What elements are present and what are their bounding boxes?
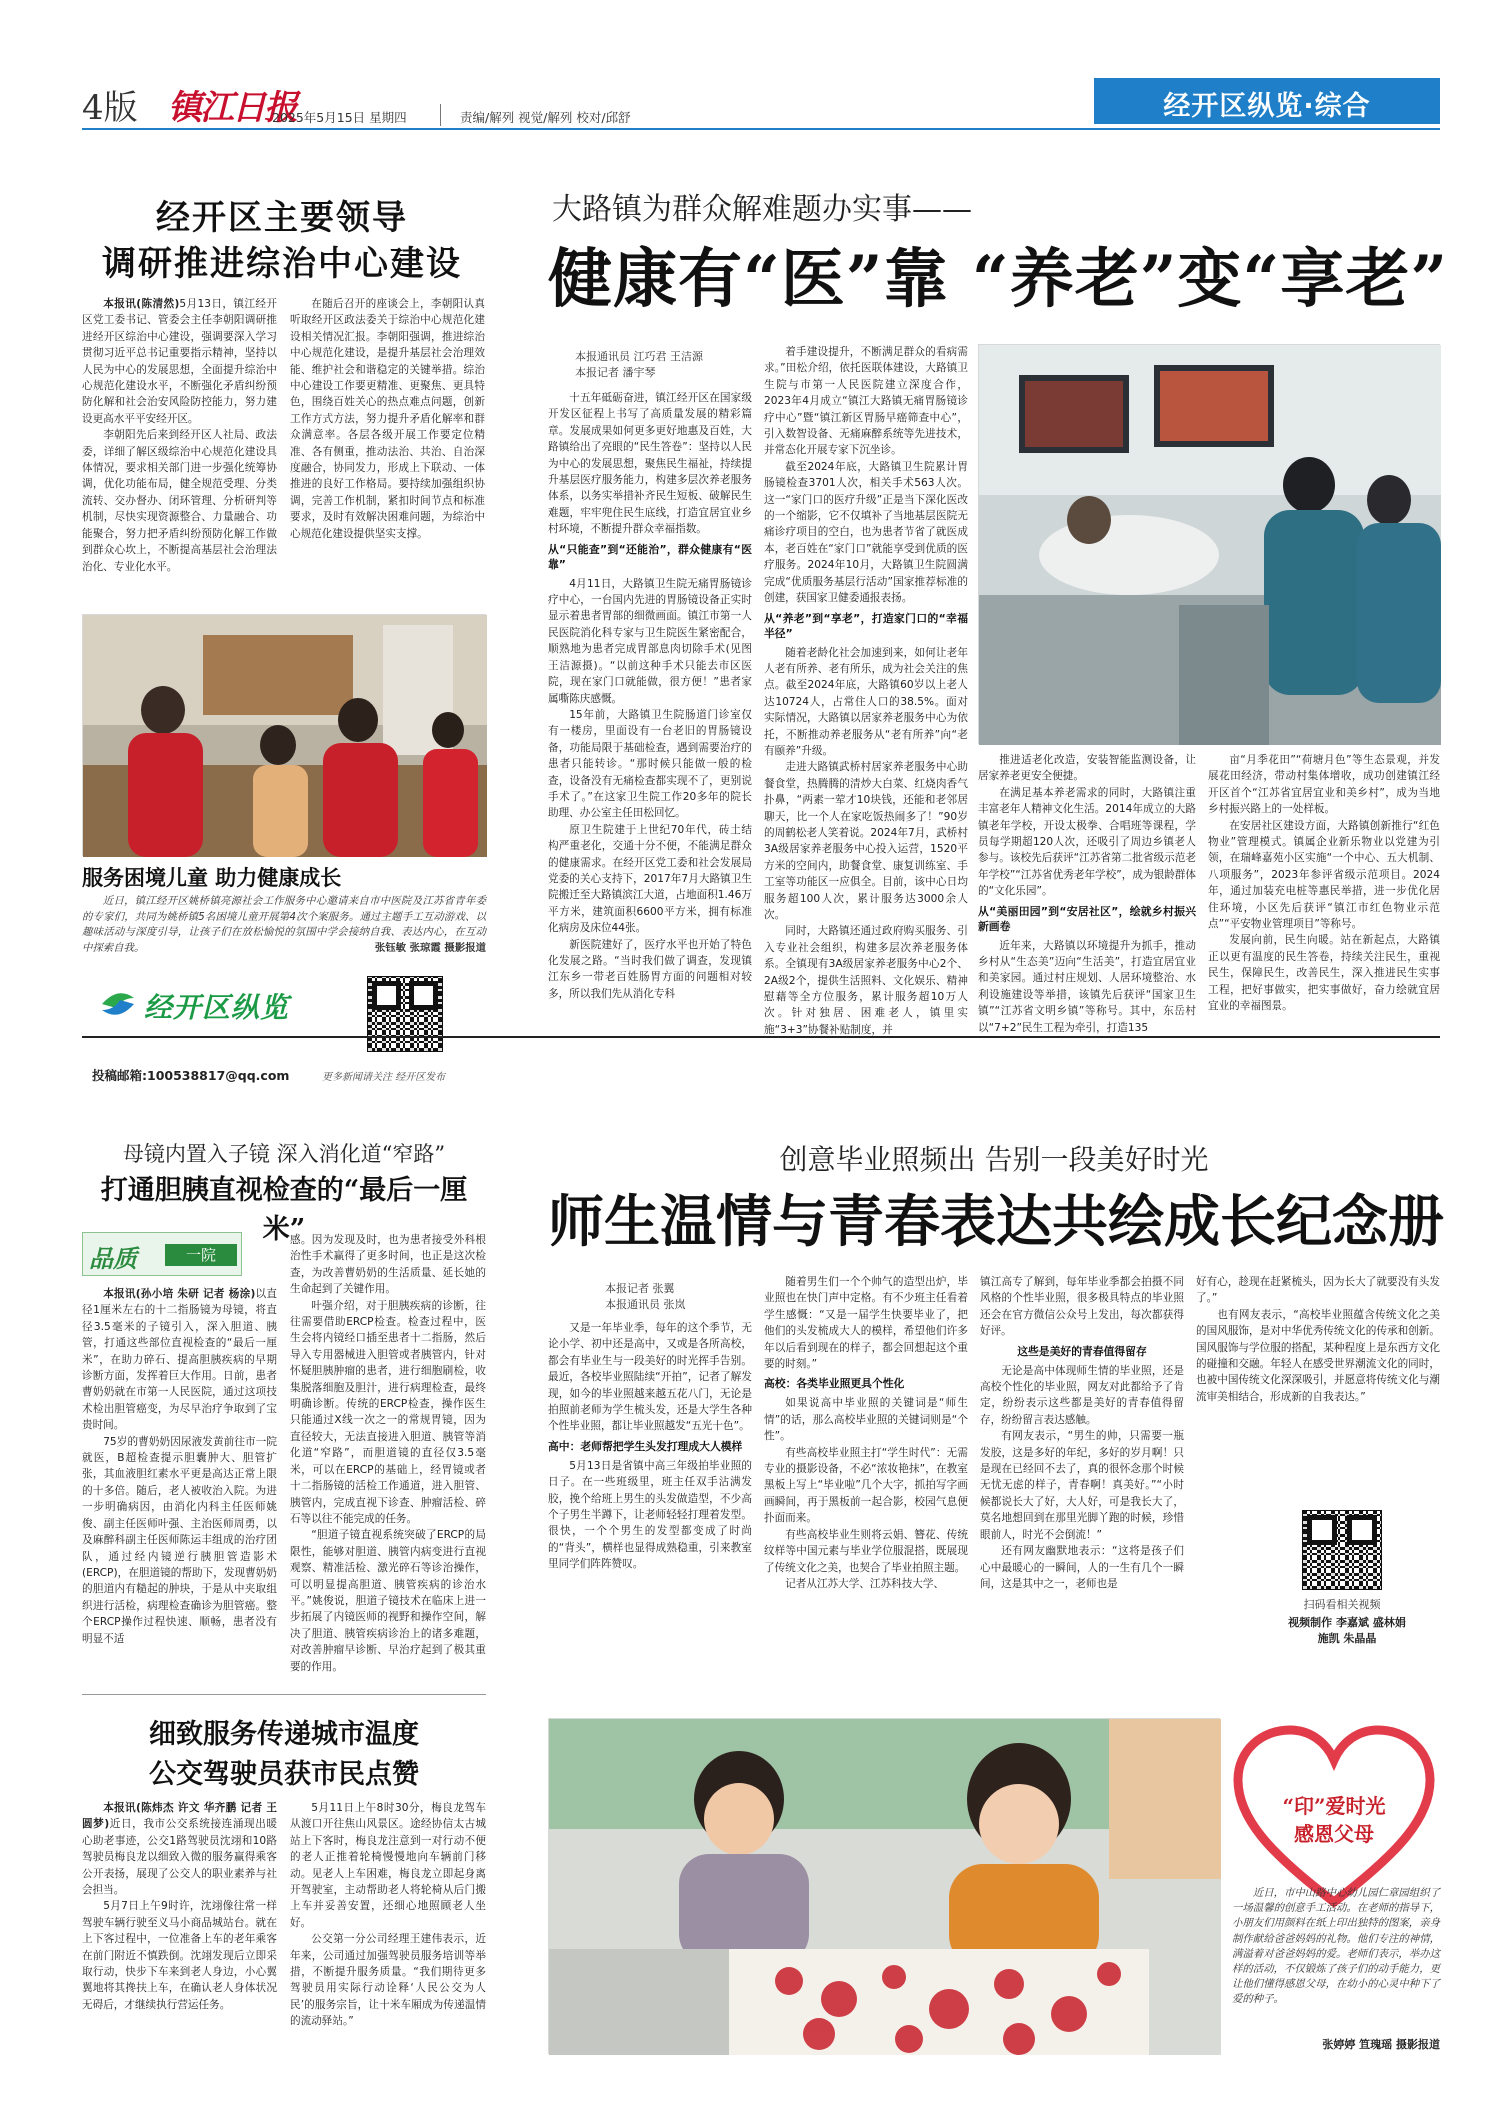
a3-kicker: 大路镇为群众解难题办实事—— xyxy=(552,192,972,227)
a3-paragraph-2: 4月11日，大路镇卫生院无痛胃肠镜诊疗中心，一台国内先进的胃肠镜设备正实时显示着患者胃部的细微画面。镇江市第一人民医院消化科专家与卫生院医生紧密配合，顺熟地为患者完成胃部息肉切除手术(见图 王洁源摄)。“以前这种手术只能去市区医院，现在家门口就能做，很方便！”患者家属嘶陈庆感慨。 xyxy=(548,577,752,705)
children-service-illustration xyxy=(83,615,487,857)
a4-paragraph-1: 以直径1厘米左右的十二指肠镜为母镜，将直径3.5毫米的子镜引入，深入胆道、胰管，打通这些部位直视检查的“最后一厘米”，在助力碎石、提高胆胰疾病的早期诊断方面，发挥着巨大作用。日前，患者曹奶奶就在市第一人民医院，通过这项技术检出胆管癌变，为尽早治疗争取到了宝贵时间。 xyxy=(82,1288,278,1432)
video-qr-label: 扫码看相关视频 xyxy=(1303,1598,1381,1611)
a1-lead: 本报讯(陈清然) xyxy=(103,298,180,310)
a3-column-3 xyxy=(978,752,1196,1034)
video-credit-2: 施凯 朱晶晶 xyxy=(1317,1632,1377,1645)
a3-subhead-2: 从“养老”到“享老”，打造家门口的“幸福半径” xyxy=(764,611,968,640)
a3-paragraph-15: 在安居社区建设方面，大路镇创新推行“红色物业”管理模式。镇属企业新乐物业以党建为引领，在瑞峰嘉苑小区实施“一个中心、五大机制、八项服务”，2023年参评省级示范项目。2024年，通过加装充电桩等惠民举措，进一步优化居住环境，小区先后获评“镇江市红色物业示范点”“平安物业管理项目”等称号。 xyxy=(1208,819,1440,931)
a3-paragraph-6: 着手建设提升，不断满足群众的看病需求。”田松介绍，依托医联体建设，大路镇卫生院与市第一人民医院建立深度合作，2023年4月成立“镇江大路镇无痛胃肠镜诊疗中心”暨“镇江新区胃肠早癌筛查中心”，引入数智设备、无痛麻醉系统等先进技术，并常态化开展专家下沉坐诊。 xyxy=(764,346,968,457)
a3-subhead-1: 从“只能查”到“还能治”，群众健康有“医靠” xyxy=(548,542,752,571)
a3-paragraph-11: 推进适老化改造，安装智能监测设备，让居家养老更安全便捷。 xyxy=(978,754,1196,783)
a3-subhead-3: 从“美丽田园”到“安居社区”，绘就乡村振兴新画卷 xyxy=(978,904,1196,933)
a6-paragraph-6: 有些高校毕业生则将云娟、簪花、传统纹样等中国元素与毕业学位服混搭，既展现了传统文化之美，也契合了毕业拍照主题。 xyxy=(764,1528,968,1574)
a7-credit: 张婷婷 笪瑰瑶 摄影报道 xyxy=(1322,2038,1440,2051)
a5-paragraph-1: 近日，我市公交系统接连涌现出暖心助老事迹，公交1路驾驶员沈翊和10路驾驶员梅良龙以细致入微的服务赢得乘客公开表扬，展现了公交人的职业素养与社会担当。 xyxy=(82,1818,278,1897)
a5-paragraph-4: 公交第一分公司经理王建伟表示，近年来，公司通过加强驾驶员服务培训等举措，不断提升服务质量。“我们期待更多驾驶员用实际行动诠释‘人民公交为人民’的服务宗旨，让十米车厢成为传递温情的流动驿站。” xyxy=(290,1933,486,2028)
a5-paragraph-3: 5月11日上午8时30分，梅良龙驾车从渡口开往焦山风景区。途经协信太古城站上下客时，梅良龙注意到一对行动不便的老人正推着轮椅慢慢地向车辆前门移动。见老人上车困难，梅良龙立即起身离开驾驶室，主动帮助老人将轮椅从后门搬上车并妥善安置，还细心地照顾老人坐好。 xyxy=(290,1802,486,1929)
a1-paragraph-2: 李朝阳先后来到经开区人社局、政法委，详细了解区级综治中心规范化建设具体情况，要求相关部门进一步强化统筹协调，优化功能布局，健全规范受理、分类流转、交办督办、闭环管理、分析研判等机制，尽快实现资源整合、力量融合、功能聚合，努力把矛盾纠纷预防化解工作做到群众心坎上，不断提高基层社会治理法治化、专业化水平。 xyxy=(82,429,277,573)
a3-paragraph-14: 亩“月季花田”“荷塘月色”等生态景观，并发展花田经济，带动村集体增收，成功创建镇江经开区首个“江苏省宜居宜业和美乡村”，成为当地乡村振兴路上的一处样板。 xyxy=(1208,754,1440,816)
endoscopy-photo xyxy=(978,344,1440,744)
brand-logo-icon xyxy=(98,984,138,1024)
heart-title-2: 感恩父母 xyxy=(1294,1822,1374,1846)
a1-paragraph-1: 5月13日，镇江经开区党工委书记、管委会主任李朝阳调研推进经开区综治中心建设，强调要深入学习贯彻习近平总书记重要指示精神，坚持以人民为中心的发展思想，全面提升综治中心规范化建设水平，不断强化矛盾纠纷预防化解和社会治安风险防控能力，努力建设更高水平平安经开区。 xyxy=(82,298,277,425)
a3-title: 健康有“医”靠 “养老”变“享老” xyxy=(548,242,1449,317)
a1-title-line2: 调研推进综治中心建设 xyxy=(102,244,462,284)
a6-byline-1: 本报记者 张翼 xyxy=(605,1282,675,1295)
a3-paragraph-5: 新医院建好了，医疗水平也开始了特色化发展之路。“当时我们做了调查，发现镇江东乡一带老百姓肠胃方面的问题相对较多，所以我们先从消化专科 xyxy=(548,938,752,1000)
a2-title: 服务困境儿童 助力健康成长 xyxy=(82,865,342,890)
a4-paragraph-5: “胆道子镜直视系统突破了ERCP的局限性，能够对胆道、胰管内病变进行直视观察、精准活检、激光碎石等诊治操作，可以明显提高胆道、胰管疾病的诊治水平。”姚俊说，胆道子镜技术在临床上进一步拓展了内镜医师的视野和操作空间，解决了胆道、胰管疾病诊治上的诸多难题，对改善肿瘤早诊断、早治疗起到了极其重要的作用。 xyxy=(290,1529,486,1673)
a1-column-1 xyxy=(82,296,277,616)
a3-paragraph-9: 走进大路镇武桥村居家养老服务中心助餐食堂，热腾腾的清炒大白菜、红烧肉香气扑鼻，“两素一荤才10块钱，还能和老邻居聊天，比一个人在家吃饭热闹多了！”90岁的周鹤松老人笑着说。2024年7月，武桥村3A级居家养老服务中心投入运营，1520平方米的空间内，助餐食堂、康复训练室、手工室等功能区一应俱全。目前，该中心日均服务超100人次，累计服务达3000余人次。 xyxy=(764,761,968,921)
a3-paragraph-16: 发展向前，民生向暖。站在新起点，大路镇正以更有温度的民生答卷，持续关注民生，重视民生，保障民生，改善民生，深入推进民生实事工程，把好事做实，把实事做好，奋力绘就宜居宜业的幸福图景。 xyxy=(1208,934,1440,1013)
a3-paragraph-10: 同时，大路镇还通过政府购买服务、引入专业社会组织，构建多层次养老服务体系。全镇现有3A级居家养老服务中心2个、2A级2个，提供生活照料、文化娱乐、精神慰藉等全方位服务，累计服务超10万人次。针对独居、困难老人，镇里实施“3+3”协餐补贴制度，并 xyxy=(764,925,968,1036)
header-rule xyxy=(82,128,1440,130)
hospital-badge-text: 一院 xyxy=(165,1244,237,1266)
video-credit: 视频制作 李嘉斌 盛林娟 xyxy=(1288,1616,1406,1629)
promo-email[interactable]: 投稿邮箱:100538817@qq.com xyxy=(92,1068,290,1083)
section-title: 经开区纵览·综合 xyxy=(1163,91,1371,122)
a4-title-line2: 打通胆胰直视检查的“最后一厘米” xyxy=(100,1175,468,1245)
a5-lead: 本报讯(陈炜杰 许文 华齐鹏 记者 王圆梦) xyxy=(82,1802,277,1831)
a4-paragraph-4: 叶强介绍，对于胆胰疾病的诊断，往往需要借助ERCP检查。检查过程中，医生会将内镜经口插至患者十二指肠，然后导入专用器械进入胆管或者胰管内，针对怀疑胆胰肿瘤的患者，进行细胞刷检，收集脱落细胞及胆汁，进行病理检查，最终明确诊断。传统的ERCP检查，操作医生只能通过X线一次之一的常规胃镜，因为直径较大，无法直接进入胆道、胰管等消化道“窄路”，而胆道镜的直径仅3.5毫米，可以在ERCP的基础上，经胃镜或者十二指肠镜的活检工作通道，进入胆管、胰管内，完成直视下诊查、肿瘤活检、碎石等以往不能完成的任务。 xyxy=(290,1299,486,1525)
a4-column-1 xyxy=(82,1286,277,1682)
a6-paragraph-7: 记者从江苏大学、江苏科技大学、 xyxy=(785,1577,945,1590)
promo-qr-code[interactable] xyxy=(367,976,443,1052)
kindergarten-photo xyxy=(548,1718,1220,2054)
a3-paragraph-8: 随着老龄化社会加速到来，如何让老年人老有所养、老有所乐，成为社会关注的焦点。截至2024年底，大路镇60岁以上老人达10724人，占常住人口的38.5%。面对实际情况，大路镇以居家养老服务中心为依托，不断推动养老服务从“老有所养”向“老有颐养”升级。 xyxy=(764,646,968,757)
a3-paragraph-7: 截至2024年底，大路镇卫生院累计胃肠镜检查3701人次，相关手术563人次。这一“家门口的医疗升级”正是当下深化医改的一个缩影，它不仅填补了当地基层医院无痛诊疗项目的空白，也为患者节省了就医成本，老百姓在“家门口”就能享受到优质的医疗服务。2024年10月，大路镇卫生院圆满完成“优质服务基层行活动”国家推荐标准的创建，获国家卫健委通报表扬。 xyxy=(764,460,968,605)
a6-subhead-1: 高中：老师帮把学生头发打理成大人模样 xyxy=(548,1439,743,1453)
a6-paragraph-3: 随着男生们一个个帅气的造型出炉，毕业照也在快门声中定格。有不少班主任看着学生感慨：“又是一届学生快要毕业了，把他们的头发梳成大人的模样，希望他们许多年以后看到现在的样子，都会回想起这个重要的时刻。” xyxy=(764,1276,968,1371)
a5-column-2 xyxy=(290,1800,486,2040)
issue-date: 2025年5月15日 星期四 xyxy=(272,110,407,125)
a4-title-line1: 母镜内置入子镜 深入消化道“窄路” xyxy=(122,1142,446,1166)
a1-title-line1: 经开区主要领导 xyxy=(156,198,408,238)
a4-paragraph-2: 75岁的曹奶奶因尿液发黄前往市一院就医，B超检查提示胆囊肿大、胆管扩张，其血液胆红素水平更是高达正常上限的十多倍。随后，老人被收治入院。为进一步明确病因，由消化内科主任医师姚俊、副主任医师叶强、主治医师周勇，以及麻醉科副主任医师陈运丰组成的治疗团队，通过经内镜逆行胰胆管造影术(ERCP)，在胆道镜的帮助下，发现曹奶奶的胆道内有糙起的肿块，于是从中夹取组织进行活检，病理检查确诊为胆管癌。整个ERCP操作过程快速、顺畅，患者没有明显不适 xyxy=(82,1435,277,1645)
section-banner xyxy=(1094,78,1440,124)
a3-column-1 xyxy=(548,390,752,1018)
a4-paragraph-3: 感。因为发现及时，也为患者接受外科根治性手术赢得了更多时间，也正是这次检查，为改善曹奶奶的生活质量、延长她的生命起到了关键作用。 xyxy=(290,1234,486,1296)
a6-paragraph-5: 有些高校毕业照主打“学生时代”：无需专业的摄影设备，不必“浓妆艳抹”，在教室黑板上写上“毕业啦”几个大字，抓拍写字画画瞬间，再于黑板前一起合影，校园气息便扑面而来。 xyxy=(764,1446,968,1525)
a2-caption xyxy=(82,894,486,956)
a6-subhead-3: 这些是美好的青春值得留存 xyxy=(1017,1344,1147,1358)
a3-byline-2: 本报记者 潘宇琴 xyxy=(575,366,656,379)
quality-badge-text: 品质 xyxy=(89,1244,137,1273)
page-number: 4版 xyxy=(82,88,138,128)
promo-box xyxy=(82,972,486,1090)
a6-paragraph-8: 镇江高专了解到，每年毕业季都会拍摄不同风格的个性毕业照，很多极具特点的毕业照还会在官方微信公众号上发出，每次都获得好评。 xyxy=(980,1276,1184,1338)
a6-paragraph-2: 5月13日是省镇中高三年级拍毕业照的日子。在一些班级里，班主任双手沾满发胶，挽个给班上男生的头发做造型，不少高个子男生半蹲下，让老师轻轻打理着发型。很快，一个个男生的发型都变成了时尚的“背头”，横样也显得成熟稳重，引来教室里同学们阵阵赞叹。 xyxy=(548,1459,752,1571)
a6-title: 师生温情与青春表达共绘成长纪念册 xyxy=(548,1189,1444,1255)
a3-paragraph-3: 15年前，大路镇卫生院肠道门诊室仅有一楼房，里面设有一台老旧的胃肠镜设备，功能局限于基础检查，遇到需要治疗的患者只能转诊。“那时候只能做一般的检查，设备没有无痛检查都实现不了，更别说手术了。”在这家卫生院工作20多年的院长助理、办公室主任田松回忆。 xyxy=(548,708,752,820)
a5-title-line1: 细致服务传递城市温度 xyxy=(149,1719,419,1750)
a4-lead: 本报讯(孙小培 朱研 记者 杨涂) xyxy=(103,1288,256,1300)
a6-subhead-2: 高校：各类毕业照更具个性化 xyxy=(764,1377,905,1391)
header-divider xyxy=(440,104,441,126)
a6-paragraph-10: 有网友表示，“男生的帅，只需要一瓶发胶，这是多好的年纪，多好的岁月啊！只是现在已经回不去了，真的很怀念那个时候无忧无虑的样子，青春啊！真美好。”“小时候都说长大了好，大人好，可是我长大了，莫名地想回到在那里光脚丫跑的时候，珍惜眼前人，时光不会倒流！” xyxy=(980,1430,1184,1541)
a2-caption-text: 近日，镇江经开区姚桥镇亮源社会工作服务中心邀请来自市中医院及江苏省青年委的专家们，共同为姚桥镇5名困境儿童开展第4次个案服务。通过主题手工互动游戏、以趣味活动与深度引导，让孩子们在放松愉悦的氛围中学会接纳自我、表达内心，在互动中探索自我。 xyxy=(82,895,486,954)
a1-column-2 xyxy=(290,296,485,616)
masthead-logo: 镇江日报 xyxy=(168,88,296,128)
a6-paragraph-1: 又是一年毕业季，每年的这个季节，无论小学、初中还是高中，又或是各所高校，都会有毕业生与一段美好的时光挥手告别。最近，各校毕业照陆续“开拍”，记者了解发现，如今的毕业照越来越五花八门，无论是拍照前老师为学生梳头发，还是大学生各种个性毕业照，都让毕业照越发“五光十色”。 xyxy=(548,1322,752,1433)
a3-byline-1: 本报通讯员 江巧君 王洁源 xyxy=(575,350,703,363)
a6-paragraph-13: 也有网友表示，“高校毕业照蕴含传统文化之美的国风服饰，是对中华优秀传统文化的传承和创新。国风服饰与学位服的搭配，某种程度上是东西方文化的碰撞和交融。年轻人在感受世界潮流文化的同时，也被中国传统文化深深吸引，并愿意将传统文化与潮流审美相结合，形成新的自我表达。” xyxy=(1196,1308,1440,1403)
a6-paragraph-9: 无论是高中体现师生情的毕业照，还是高校个性化的毕业照，网友对此都给予了肯定，纷纷表示这些都是美好的青春值得留存，纷纷留言表达感触。 xyxy=(980,1364,1184,1426)
a5-column-1 xyxy=(82,1800,277,2040)
page-header xyxy=(0,78,1500,128)
a5-title-line2: 公交驾驶员获市民点赞 xyxy=(149,1759,419,1790)
a3-paragraph-12: 在满足基本养老需求的同时，大路镇注重丰富老年人精神文化生活。2014年成立的大路镇老年学校，开设太极拳、合唱班等课程，学员每学期超120人次，还吸引了周边乡镇老人参与。该校先后获评“江苏省第二批省级示范老年学校”“江苏省优秀老年学校”，成为银龄群体的“文化乐园”。 xyxy=(978,786,1196,898)
a6-column-3 xyxy=(980,1274,1184,1706)
editor-credits: 责编/解列 视觉/解列 校对/邱舒 xyxy=(460,110,631,125)
a6-paragraph-11: 还有网友幽默地表示：“这将是孩子们心中最暖心的一瞬间，人的一生有几个一瞬间，这是其中之一，老师也是 xyxy=(980,1545,1184,1590)
a3-column-4 xyxy=(1208,752,1440,1018)
brand-name: 经开区纵览 xyxy=(144,991,290,1024)
a7-caption: 近日，市中山路中心幼儿园仁章园组织了一场温馨的创意手工活动。在老师的指导下，小朋友们用颜料在纸上印出独特的图案，亲身制作献给爸爸妈妈的礼物。他们专注的神情，满溢着对爸爸妈妈的爱。老师们表示，举办这样的活动，不仅锻炼了孩子们的动手能力，更让他们懂得感恩父母，在幼小的心灵中种下了爱的种子。 xyxy=(1232,1887,1440,2006)
a3-paragraph-1: 十五年砥砺奋进，镇江经开区在国家级开发区征程上书写了高质量发展的精彩篇章。发展成果如何更多更好地惠及百姓，大路镇给出了亮眼的“民生答卷”：坚持以人民为中心的发展思想，聚焦民生福祉，持续提升基层医疗服务能力，构建多层次养老服务体系，以务实举措补齐民生短板、破解民生难题，牢牢兜住民生底线，打造宜居宜业乡村环境，不断提升群众幸福指数。 xyxy=(548,392,752,536)
a6-kicker: 创意毕业照频出 告别一段美好时光 xyxy=(779,1143,1209,1176)
a2-credit: 张钰敏 张琼霞 摄影报道 xyxy=(374,941,486,954)
quality-badge xyxy=(82,1232,242,1276)
heart-title-1: “印”爱时光 xyxy=(1282,1794,1386,1818)
a1-paragraph-3: 在随后召开的座谈会上，李朝阳认真听取经开区政法委关于综治中心规范化建设相关情况汇报。李朝阳强调，推进综治中心规范化建设，是提升基层社会治理效能、维护社会和谐稳定的关键举措。综治中心建设工作要更精准、更聚焦、更具特色，围绕百姓关心的热点难点问题，创新工作方式方法，努力提升矛盾化解率和群众满意率。各层各级开展工作要定位精准、各有侧重，推动法治、共治、自治深度融合，协同发力，形成上下联动、一体推进的良好工作格局。要持续加强组织协调，完善工作机制，紧扣时间节点和标准要求，及时有效解决困难问题，为综治中心规范化建设提供坚实支撑。 xyxy=(290,298,485,540)
a6-paragraph-12: 好有心，趁现在赶紧梳头，因为长大了就要没有头发了。” xyxy=(1196,1276,1440,1305)
a4-bottom-rule xyxy=(82,1694,486,1695)
a6-byline-2: 本报通讯员 张岚 xyxy=(605,1298,686,1311)
a3-column-2 xyxy=(764,344,968,1036)
children-service-photo xyxy=(82,614,486,856)
a4-column-2 xyxy=(290,1232,486,1682)
a6-column-1 xyxy=(548,1320,752,1706)
endoscopy-illustration xyxy=(979,345,1441,745)
a6-paragraph-4: 如果说高中毕业照的关键词是“师生情”的话，那么高校毕业照的关键词则是“个性”。 xyxy=(764,1397,968,1443)
a5-paragraph-2: 5月7日上午9时许，沈翊像往常一样驾驶车辆行驶至义马小商品城站台。就在上下客过程中，一位准备上车的老年乘客在前门附近不慎跌倒。沈翊发现后立即采取行动，快步下车来到老人身边，小心翼翼地将其搀扶上车，在确认老人身体状况无碍后，才继续执行营运任务。 xyxy=(82,1900,277,2011)
a6-column-4 xyxy=(1196,1274,1440,1490)
a3-paragraph-13: 近年来，大路镇以环境提升为抓手，推动乡村从“生态美”迈向“生活美”，打造宜居宜业和美家园。通过村庄规划、人居环境整治、水利设施建设等举措，该镇先后获评“国家卫生镇”“江苏省文明乡镇”等称号。其中，东岳村以“7+2”民生工程为牵引，打造135 xyxy=(978,939,1196,1034)
promo-qr-note: 更多新闻请关注 经开区发布 xyxy=(322,1072,446,1083)
video-qr-code[interactable] xyxy=(1302,1510,1382,1590)
a3-paragraph-4: 原卫生院建于上世纪70年代，砖土结构严重老化，交通十分不便，不能满足群众的健康需求。在经开区党工委和社会发展局党委的关心支持下，2017年7月大路镇卫生院搬迁至大路镇滨江大道，占地面积1.46万平方米，建筑面积6600平方米，拥有标准化病房及床位44张。 xyxy=(548,823,752,935)
kindergarten-illustration xyxy=(549,1719,1221,2055)
a6-column-2 xyxy=(764,1274,968,1706)
section-divider xyxy=(82,1036,1440,1038)
